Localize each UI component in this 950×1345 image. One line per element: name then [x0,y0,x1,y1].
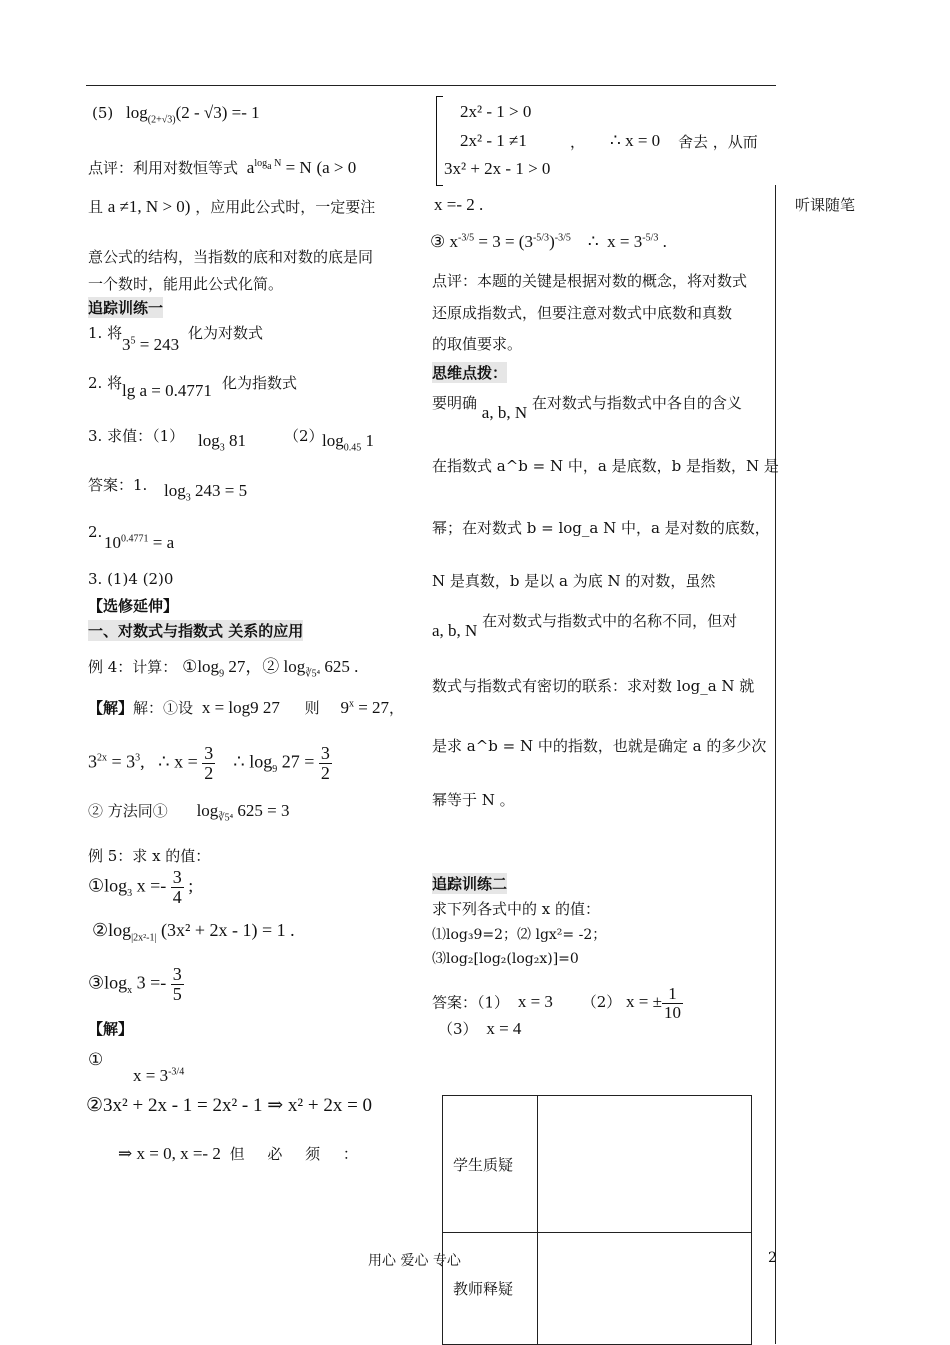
q3-math2: $\log_{0.45} 1$ [322,431,374,454]
q2-suffix: 化为指数式 [222,374,298,392]
track2-item-1: ⑴log₃9=2；⑵ lgx²= -2； [432,927,607,943]
think-8: 幂等于 N 。 [432,791,515,809]
qa-table [442,1095,752,1345]
note-line-a: 点评：利用对数恒等式 $a^{log_a N} = N$ (a > 0 [88,158,357,177]
q1-suffix: 化为对数式 [188,324,264,342]
solution2-3: ③ $x^{-3/5} = 3 = (3^{-5/3})^{-3/5}$ ∴ $x = 3^{-5/3}$ . [430,232,667,251]
solution2-2b: ⇒ x = 0, x =- 2 但 必 须 ： [118,1144,358,1163]
solution2-label: 【解】 [88,1020,134,1038]
extension-title: 【选修延伸】 [88,597,179,615]
example-5-2: $②\log_{|2x^2-1|}$ (3x² + 2x - 1) = 1 . [92,920,295,944]
footer-motto: 用心 爱心 专心 [368,1253,461,1269]
think-1: 要明确 a, b, N 在对数式与指数式中各自的含义 [432,394,742,422]
item5-label: (5) [92,104,114,122]
note-line-d: 一个数时，能用此公式化简。 [88,275,284,293]
note-line-c: 意公式的结构，当指数的底和对数的底是同 [88,248,374,266]
comment-3: 的取值要求。 [432,335,523,353]
teacher-answers-cell[interactable] [539,1234,749,1342]
example-5-3: $③\log_x$ 3 =- $\frac{3}{5}$ [88,964,182,1004]
solution-line-1: 【解】解：①设 x = log9 27 则 $9^x = 27$， [88,698,405,717]
answer-label: 答案：1. [88,476,148,494]
item-5: (5) $\log_{(2+√3)}(2 - √3) =- 1$ [92,103,260,126]
q3-mid: （2） [284,427,324,445]
answer-3: 3. (1)4 (2)0 [88,570,174,588]
table-row-student-questions: 学生质疑 [453,1156,514,1174]
q3: 3. 求值：（1） [88,427,185,445]
margin-rule [775,185,776,1344]
system-therefore: ∴ x = 0 [610,131,661,150]
comment-2: 还原成指数式，但要注意对数式中底数和真数 [432,304,733,322]
page-number: 2 [768,1250,777,1266]
comment-1: 点评：本题的关键是根据对数的概念，将对数式 [432,272,748,290]
track2-answer-3: （3） x = 4 [438,1019,522,1038]
answer-2: $10^{0.4771} = a$ [104,533,175,552]
sidebar-notes-label: 听课随笔 [795,196,856,214]
answer-2-label: 2. [88,523,103,541]
x-result: x =- 2 . [434,195,484,214]
system-comma: ， [570,133,586,151]
think-title: 思维点拨： [432,364,508,382]
top-rule [86,85,776,86]
track2-title: 追踪训练二 [432,875,508,893]
example-5: 例 5：求 x 的值： [88,847,211,865]
think-5: a, b, N 在对数式与指数式中的名称不同，但对 [432,612,738,640]
think-7: 是求 a^b = N 中的指数，也就是确定 a 的多少次 [432,737,767,755]
section1-title: 一、对数式与指数式 关系的应用 [88,622,304,640]
example-4: 例 4：计算： $①\log_9$ 27，② $\log_{∛5^4} 625$ . [88,657,359,680]
think-3: 幂；在对数式 b = log_a N 中，a 是对数的底数， [432,519,770,537]
student-questions-cell[interactable] [539,1098,749,1230]
system-line-2: 2x² - 1 ≠1 [460,131,527,150]
note-line-b: 且 a ≠1, N > 0) ，应用此公式时，一定要注 [88,197,376,216]
solution2-2: ②3x² + 2x - 1 = 2x² - 1 ⇒ x² + 2x = 0 [86,1095,373,1116]
solution-line-2: $3^{2x} = 3^3$, ∴ x = $\frac{3}{2}$ ∴ $\log_9 27$ = $\frac{3}{2}$ [88,743,330,783]
solution2-1: ① $x = 3^{-3/4}$ [88,1050,185,1085]
track2-answer: 答案：（1） x = 3 （2） x = ± $\frac{1}{10}$ [432,984,681,1022]
think-4: N 是真数，b 是以 a 为底 N 的对数，虽然 [432,572,716,590]
q2: 2. 将 [88,374,123,392]
q1: 1. 将 [88,324,123,342]
q2-math: lg a = 0.4771 [122,381,212,400]
system-tail: 舍去 ，从而 [678,133,758,151]
table-row-teacher-answers: 教师释疑 [453,1280,514,1298]
think-6: 数式与指数式有密切的联系：求对数 log_a N 就 [432,677,755,695]
example-5-1: $①\log_3$ x =- $\frac{3}{4}$ ; [88,867,194,907]
q3-math1: $\log_3 81$ [198,431,246,454]
solution-line-3: ② 方法同① $\log_{∛5^4} 625 = 3$ [88,801,290,824]
system-line-1: 2x² - 1 > 0 [460,102,532,121]
system-brace [436,96,443,186]
system-line-3: 3x² + 2x - 1 > 0 [444,159,551,178]
track2-item-2: ⑶log₂[log₂(log₂x)]=0 [432,951,579,967]
track1-title: 追踪训练一 [88,299,164,317]
think-2: 在指数式 a^b = N 中，a 是底数，b 是指数，N 是 [432,457,779,475]
answer-1: $\log_3 243 = 5$ [164,481,248,504]
track2-question: 求下列各式中的 x 的值： [432,900,600,918]
q1-math: $3^5 = 243$ [122,335,180,354]
